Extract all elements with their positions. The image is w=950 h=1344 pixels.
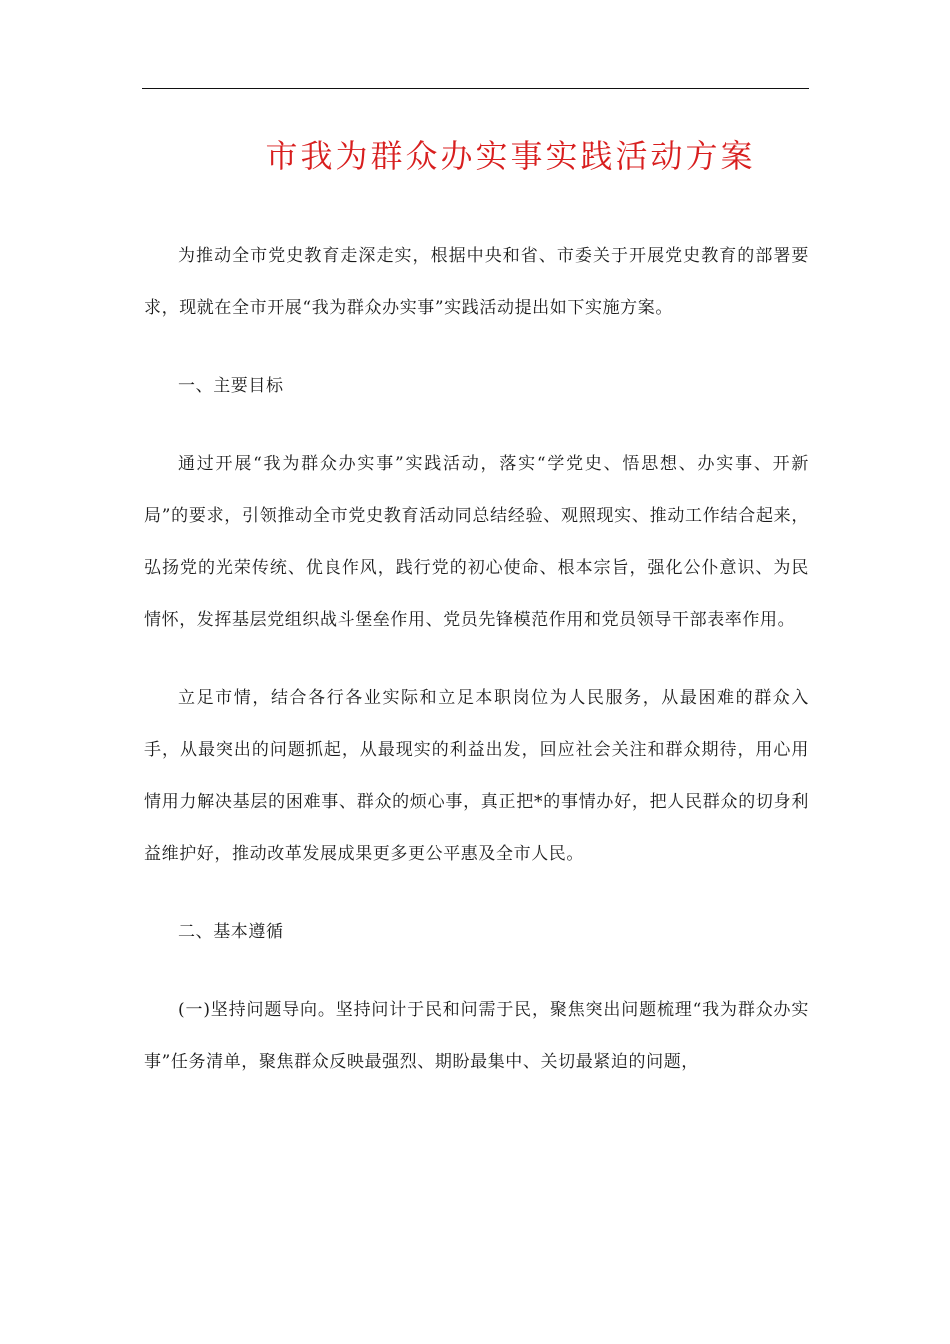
goals-paragraph-1: 通过开展“我为群众办实事”实践活动，落实“学党史、悟思想、办实事、开新局”的要求，引领推动全市党史教育活动同总结经验、观照现实、推动工作结合起来，弘扬党的光荣传统、优良作风，践行党的初心使命、根本宗旨，强化公仆意识、为民情怀，发挥基层党组织战斗堡垒作用、党员先锋模范作用和党员领导干部表率作用。 bbox=[144, 454, 809, 630]
section-heading-goals: 一、主要目标 bbox=[178, 376, 284, 396]
goals-paragraph-2: 立足市情，结合各行各业实际和立足本职岗位为人民服务，从最困难的群众入手，从最突出的问题抓起，从最现实的利益出发，回应社会关注和群众期待，用心用情用力解决基层的困难事、群众的烦心事，真正把*的事情办好，把人民群众的切身利益维护好，推动改革发展成果更多更公平惠及全市人民。 bbox=[144, 688, 809, 864]
document-body bbox=[144, 230, 809, 1088]
document-title: 市我为群众办实事实践活动方案 bbox=[265, 137, 756, 175]
principles-paragraph-1: (一)坚持问题导向。坚持问计于民和问需于民，聚焦突出问题梳理“我为群众办实事”任务清单，聚焦群众反映最强烈、期盼最集中、关切最紧迫的问题， bbox=[144, 1000, 809, 1072]
intro-paragraph: 为推动全市党史教育走深走实，根据中央和省、市委关于开展党史教育的部署要求，现就在全市开展“我为群众办实事”实践活动提出如下实施方案。 bbox=[144, 246, 809, 318]
section-heading-principles: 二、基本遵循 bbox=[178, 922, 284, 942]
header-rule bbox=[142, 88, 809, 89]
